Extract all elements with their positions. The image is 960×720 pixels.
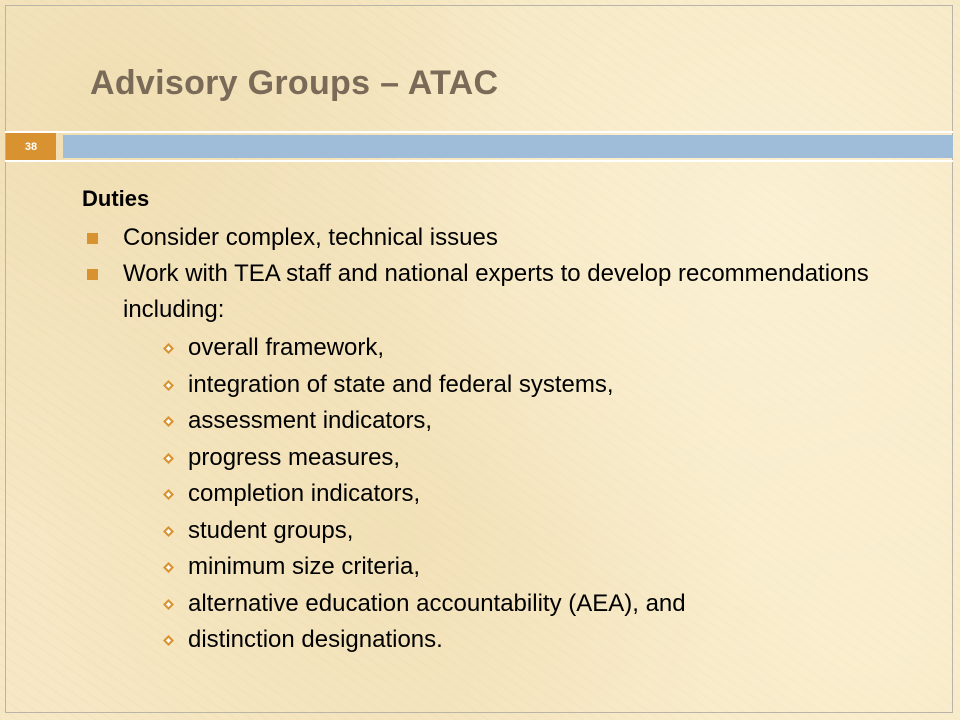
header-bar: [63, 135, 953, 158]
sub-bullet-item: [82, 403, 942, 440]
sub-bullet-text: completion indicators,: [188, 480, 421, 507]
sub-bullet-item: [82, 440, 942, 477]
square-bullet-icon: [87, 269, 98, 280]
diamond-bullet-icon: [163, 635, 174, 646]
square-bullet-icon: [87, 233, 98, 244]
sub-bullet-item: [82, 549, 942, 586]
sub-bullet-text: student groups,: [188, 516, 354, 544]
sub-bullet-item: [82, 622, 942, 659]
bullet-text: Work with TEA staff and national experts to develop recommendations including:: [123, 260, 869, 323]
sub-bullet-text: minimum size criteria,: [188, 553, 421, 580]
diamond-bullet-icon: [163, 453, 174, 464]
bullet-item: [82, 220, 942, 256]
header-divider-bottom: [5, 160, 953, 162]
sub-bullet-text: progress measures,: [188, 443, 401, 471]
sub-bullet-item: [82, 367, 942, 404]
diamond-bullet-icon: [163, 343, 174, 354]
duties-heading: Duties: [82, 186, 150, 211]
sub-bullet-list: [82, 330, 942, 659]
sub-bullet-text: alternative education accountability (AEA), and: [188, 589, 686, 617]
sub-bullet-text: overall framework,: [188, 334, 385, 361]
bullet-item: [82, 256, 942, 328]
sub-bullet-text: distinction designations.: [188, 626, 443, 653]
slide-number: 38: [6, 133, 56, 160]
sub-bullet-item: [82, 586, 942, 623]
header-divider-top: [5, 131, 953, 133]
diamond-bullet-icon: [163, 526, 174, 537]
diamond-bullet-icon: [163, 489, 174, 500]
sub-bullet-text: assessment indicators,: [188, 407, 433, 434]
sub-bullet-item: [82, 476, 942, 513]
diamond-bullet-icon: [163, 380, 174, 391]
slide-title: Advisory Groups – ATAC: [90, 64, 499, 102]
diamond-bullet-icon: [163, 562, 174, 573]
sub-bullet-item: [82, 513, 942, 550]
sub-bullet-text: integration of state and federal systems,: [188, 370, 614, 398]
diamond-bullet-icon: [163, 416, 174, 427]
slide-content: [82, 186, 942, 659]
diamond-bullet-icon: [163, 599, 174, 610]
sub-bullet-item: [82, 330, 942, 367]
bullet-text: Consider complex, technical issues: [123, 224, 498, 251]
